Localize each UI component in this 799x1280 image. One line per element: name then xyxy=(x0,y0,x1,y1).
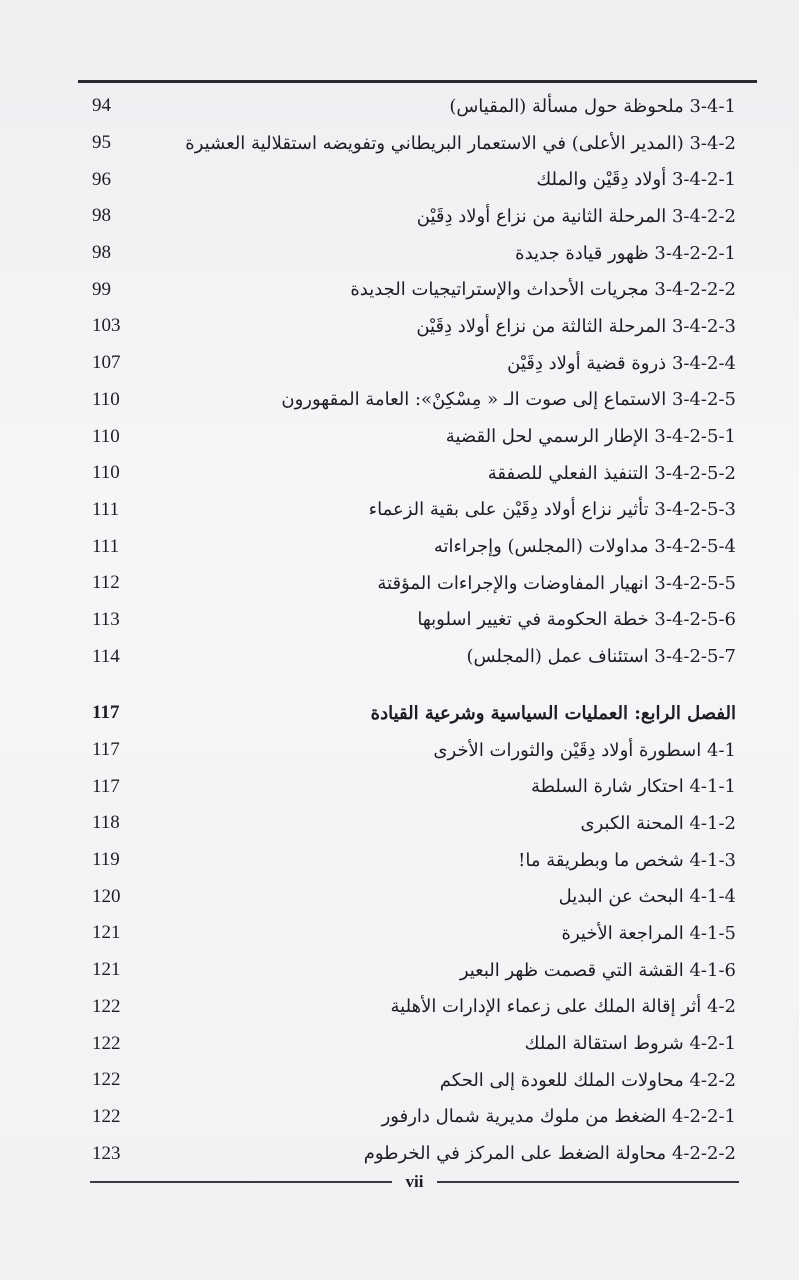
toc-section-title: الإطار الرسمي لحل القضية xyxy=(445,426,649,448)
toc-entry-text xyxy=(152,960,740,981)
toc-section-title: ملحوظة حول مسألة (المقياس) xyxy=(449,95,684,117)
toc-entry-text xyxy=(152,923,740,944)
toc-section-title: أثر إقالة الملك على زعماء الإدارات الأهلية xyxy=(390,996,702,1018)
toc-section-title: تأثير نزاع أولاد دِقَيْن على بقية الزعماء xyxy=(368,499,649,521)
toc-page-number: 119 xyxy=(92,849,120,871)
toc-entry-text xyxy=(152,886,740,907)
toc-entry-text xyxy=(152,426,740,447)
toc-section-number: 3-4-1 xyxy=(689,95,736,117)
toc-section-title: البحث عن البديل xyxy=(558,886,684,908)
toc-entry xyxy=(80,602,740,639)
toc-section-title: المحنة الكبرى xyxy=(580,812,684,834)
footer-rule-right xyxy=(437,1181,739,1183)
toc-entry-text xyxy=(152,740,740,761)
toc-page-number: 117 xyxy=(92,775,120,797)
toc-entry-text xyxy=(152,206,740,227)
toc-entry-text xyxy=(152,316,740,337)
page-number-roman: vii xyxy=(405,1172,424,1191)
toc-entry xyxy=(80,989,740,1026)
toc-page-number: 121 xyxy=(92,959,121,981)
toc-section-number: 3-4-2-2-1 xyxy=(654,242,736,264)
toc-page-number: 96 xyxy=(92,168,111,190)
toc-section-number: 3-4-2-2 xyxy=(671,205,736,227)
toc-section-title: احتكار شارة السلطة xyxy=(531,776,684,798)
toc-entry xyxy=(80,382,740,419)
toc-section-number: 4-1-4 xyxy=(689,886,736,908)
toc-section-number: 4-1-5 xyxy=(689,922,736,944)
toc-section-title: الاستماع إلى صوت الـ « مِسْكِنْ»: العامة المقهورون xyxy=(281,389,667,411)
toc-page-number: 98 xyxy=(92,205,111,227)
toc-entry-text xyxy=(152,536,740,557)
toc-entry xyxy=(80,952,740,989)
toc-section-title: محاولات الملك للعودة إلى الحكم xyxy=(439,1069,684,1091)
toc-entry-text xyxy=(152,169,740,190)
toc-entry-text xyxy=(152,353,740,374)
chapter-heading-row xyxy=(80,695,740,732)
toc-page-number: 112 xyxy=(92,572,120,594)
toc-section-number: 3-4-2-5 xyxy=(671,389,736,411)
toc-section-number: 4-2-2-2 xyxy=(671,1143,736,1165)
toc-page-number: 123 xyxy=(92,1142,121,1164)
toc-entry-text xyxy=(152,96,740,117)
toc-entry-text xyxy=(152,499,740,520)
toc-section-number: 4-1-1 xyxy=(689,776,736,798)
toc-section-number: 4-1-3 xyxy=(689,849,736,871)
toc-section-number: 4-2-2 xyxy=(689,1069,736,1091)
toc-entry-text xyxy=(152,1033,740,1054)
toc-section-title: خطة الحكومة في تغيير اسلوبها xyxy=(417,609,649,631)
toc-section-title: ذروة قضية أولاد دِقَيْن xyxy=(507,352,667,374)
toc-section-title: التنفيذ الفعلي للصفقة xyxy=(487,462,649,484)
toc-page-number: 117 xyxy=(92,702,120,724)
toc-page-number: 111 xyxy=(92,535,120,557)
toc-section-title: القشة التي قصمت ظهر البعير xyxy=(459,959,684,981)
toc-section-number: 3-4-2-5-1 xyxy=(654,426,736,448)
toc-entry xyxy=(80,235,740,272)
toc-section-title: مجريات الأحداث والإستراتيجيات الجديدة xyxy=(350,279,649,301)
toc-entry-text xyxy=(152,813,740,834)
toc-entry xyxy=(80,1135,740,1172)
toc-entry xyxy=(80,418,740,455)
top-rule xyxy=(78,80,757,83)
toc-entry xyxy=(80,198,740,235)
toc-entry xyxy=(80,638,740,675)
toc-section-number: 3-4-2 xyxy=(689,132,736,154)
toc-section-title: شخص ما وبطريقة ما! xyxy=(518,849,684,871)
toc-entry-text xyxy=(152,996,740,1017)
toc-section-number: 3-4-2-5-3 xyxy=(654,499,736,521)
toc-page-number: 95 xyxy=(92,132,111,154)
toc-entry-text xyxy=(152,279,740,300)
toc-section-title: استئناف عمل (المجلس) xyxy=(466,646,649,668)
toc-section-title: أولاد دِقَيْن والملك xyxy=(536,169,667,191)
toc-page-number: 121 xyxy=(92,922,121,944)
toc-section-number: 3-4-2-5-4 xyxy=(654,536,736,558)
toc-page-number: 110 xyxy=(92,425,120,447)
toc-entry xyxy=(80,805,740,842)
toc-entry xyxy=(80,1025,740,1062)
toc-section-title: المراجعة الأخيرة xyxy=(561,922,684,944)
toc-page-number: 122 xyxy=(92,995,121,1017)
toc-section-title: اسطورة أولاد دِقَيْن والثورات الأخرى xyxy=(433,739,702,761)
toc-page-number: 113 xyxy=(92,608,120,630)
toc-entry xyxy=(80,308,740,345)
toc-section-number: 3-4-2-3 xyxy=(671,315,736,337)
toc-entry xyxy=(80,1062,740,1099)
toc-page-number: 118 xyxy=(92,812,120,834)
toc-section-title: المرحلة الثانية من نزاع أولاد دِقَيْن xyxy=(416,205,667,227)
toc-entry xyxy=(80,915,740,952)
toc-section-number: 3-4-2-5-5 xyxy=(654,572,736,594)
toc-page-number: 122 xyxy=(92,1069,121,1091)
table-of-contents xyxy=(80,88,740,1172)
toc-page-number: 103 xyxy=(92,315,121,337)
toc-section-title: انهيار المفاوضات والإجراءات المؤقتة xyxy=(377,572,649,594)
toc-section-number: 4-1 xyxy=(707,739,736,761)
toc-section-number: 3-4-2-1 xyxy=(671,169,736,191)
toc-entry-text xyxy=(152,646,740,667)
toc-section-title: المرحلة الثالثة من نزاع أولاد دِقَيْن xyxy=(416,315,667,337)
toc-entry xyxy=(80,88,740,125)
toc-section-number: 3-4-2-5-2 xyxy=(654,462,736,484)
toc-entry-text xyxy=(152,463,740,484)
toc-entry xyxy=(80,1099,740,1136)
toc-entry-text xyxy=(152,573,740,594)
page-footer xyxy=(90,1172,739,1192)
toc-entry xyxy=(80,492,740,529)
toc-entry xyxy=(80,878,740,915)
toc-page-number: 120 xyxy=(92,885,121,907)
toc-section-title: شروط استقالة الملك xyxy=(524,1033,684,1055)
toc-entry-text xyxy=(152,133,740,154)
toc-section-title: (المدير الأعلى) في الاستعمار البريطاني وتفويضه استقلالية العشيرة xyxy=(185,132,684,154)
toc-entry xyxy=(80,528,740,565)
toc-section-number: 3-4-2-5-6 xyxy=(654,609,736,631)
toc-page-number: 98 xyxy=(92,242,111,264)
toc-entry-text xyxy=(152,1143,740,1164)
toc-page-number: 110 xyxy=(92,462,120,484)
toc-section-number: 4-2-1 xyxy=(689,1033,736,1055)
toc-entry xyxy=(80,732,740,769)
toc-section-title: ظهور قيادة جديدة xyxy=(515,242,649,264)
toc-section-number: 3-4-2-2-2 xyxy=(654,279,736,301)
toc-entry xyxy=(80,842,740,879)
toc-entry xyxy=(80,271,740,308)
toc-page-number: 122 xyxy=(92,1105,121,1127)
footer-rule-left xyxy=(90,1181,392,1183)
toc-page-number: 122 xyxy=(92,1032,121,1054)
toc-entry xyxy=(80,345,740,382)
toc-entry-text xyxy=(152,389,740,410)
toc-section-number: 4-1-6 xyxy=(689,959,736,981)
toc-entry-text xyxy=(152,1106,740,1127)
toc-section-title: الضغط من ملوك مديرية شمال دارفور xyxy=(381,1106,667,1128)
toc-section-title: الفصل الرابع: العمليات السياسية وشرعية القيادة xyxy=(370,702,736,724)
toc-section-title: محاولة الضغط على المركز في الخرطوم xyxy=(363,1143,667,1165)
toc-page-number: 99 xyxy=(92,278,111,300)
toc-entry-text xyxy=(152,243,740,264)
toc-section-number: 4-2-2-1 xyxy=(671,1106,736,1128)
toc-page-number: 107 xyxy=(92,352,121,374)
toc-entry xyxy=(80,161,740,198)
toc-entry-text xyxy=(152,1070,740,1091)
toc-page-number: 111 xyxy=(92,498,120,520)
toc-entry xyxy=(80,768,740,805)
toc-section-title: مداولات (المجلس) وإجراءاته xyxy=(433,536,649,558)
toc-entry-text xyxy=(152,776,740,797)
toc-page-number: 110 xyxy=(92,388,120,410)
toc-entry-text xyxy=(152,850,740,871)
toc-page-number: 117 xyxy=(92,739,120,761)
toc-entry xyxy=(80,565,740,602)
toc-page-number: 94 xyxy=(92,95,111,117)
toc-page-number: 114 xyxy=(92,645,120,667)
toc-section-number: 3-4-2-4 xyxy=(671,352,736,374)
toc-section-number: 4-1-2 xyxy=(689,812,736,834)
toc-entry xyxy=(80,125,740,162)
toc-entry xyxy=(80,455,740,492)
toc-section-number: 4-2 xyxy=(707,996,736,1018)
toc-entry-text xyxy=(152,703,740,724)
toc-entry-text xyxy=(152,609,740,630)
toc-section-number: 3-4-2-5-7 xyxy=(654,646,736,668)
